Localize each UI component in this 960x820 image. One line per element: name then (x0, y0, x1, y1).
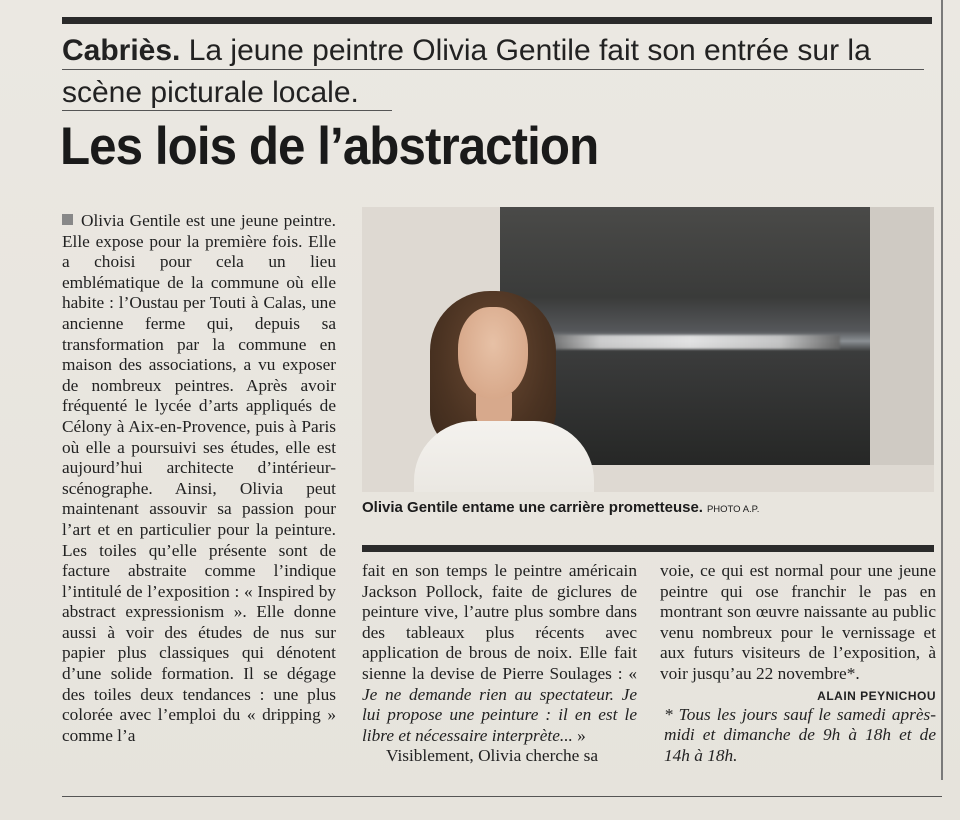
opening-hours-note: * Tous les jours sauf le samedi après-midi et dimanche de 9h à 18h et de 14h à 18h. (664, 704, 936, 765)
author-signature: ALAIN PEYNICHOU (817, 688, 936, 703)
column-divider (941, 0, 943, 780)
col2-text-b: » (572, 725, 586, 745)
article-column-3 (660, 561, 936, 766)
top-rule (62, 17, 932, 24)
col2-text-a: fait en son temps le peintre américain Jackson Pollock, faite de giclures de peinture vive, l’autre plus sombre dans des tableaux plus récents avec application de brous de noix. Elle fait sienne la devise de Pierre Soulages : « (362, 561, 637, 683)
col3-text: voie, ce qui est normal pour une jeune peintre qui ose franchir le pas en montrant son œuvre naissante au public venu nombreux pour le vernissage et aux futurs visiteurs de l’exposition, à voir jusqu’au 22 novembre*. (660, 561, 936, 683)
article-column-1 (62, 211, 336, 746)
bottom-rule (62, 796, 942, 797)
kicker-underline (62, 69, 924, 70)
section-bar (362, 545, 934, 552)
photo-caption (362, 498, 934, 520)
kicker-place: Cabriès. (62, 34, 181, 67)
article-photo (362, 207, 934, 492)
painting-horizon (540, 335, 840, 349)
wall-strip (870, 207, 934, 465)
soulages-quote: Je ne demande rien au spectateur. Je lui propose une peinture : il en est le libre et nécessaire interprète... (362, 684, 637, 745)
bullet-square-icon (62, 214, 73, 225)
kicker (62, 30, 932, 114)
article-column-2 (362, 561, 637, 767)
col2-text-c: Visiblement, Olivia cherche sa (386, 746, 599, 766)
photo-credit: PHOTO A.P. (706, 504, 760, 515)
kicker-text: La jeune peintre Olivia Gentile fait son entrée sur la scène picturale locale. (62, 34, 871, 109)
artist-body (414, 421, 594, 492)
headline: Les lois de l’abstraction (60, 117, 599, 176)
artist-face (458, 307, 528, 399)
kicker-underline-2 (62, 110, 392, 111)
col1-text: Olivia Gentile est une jeune peintre. Elle expose pour la première fois. Elle a choisi pour cela un lieu emblématique de la commune où elle habite : l’Oustau per Touti à Calas, une ancienne ferme qui, depuis sa transformation par la commune en maison des associations, a vu exposer de nombreux peintres. Après avoir fréquenté le lycée d’arts appliqués de Célony à Aix-en-Provence, puis à Paris où elle a poursuivi ses études, elle est aujourd’hui architecte d’intérieur-scénographe. Ainsi, Olivia peut maintenant assouvir sa passion pour l’art et en particulier pour la peinture. Les toiles qu’elle présente sont de facture abstraite comme l’indique l’intitulé de l’exposition : « Inspired by abstract expressionism ». Elle donne aussi à voir des études de nus sur papier plus classiques qui dénotent d’une solide formation. Il se dégage des toiles deux tendances : une plus colorée avec l’emploi du « dripping » comme l’a (62, 211, 336, 745)
caption-text: Olivia Gentile entame une carrière prometteuse. (362, 499, 703, 516)
